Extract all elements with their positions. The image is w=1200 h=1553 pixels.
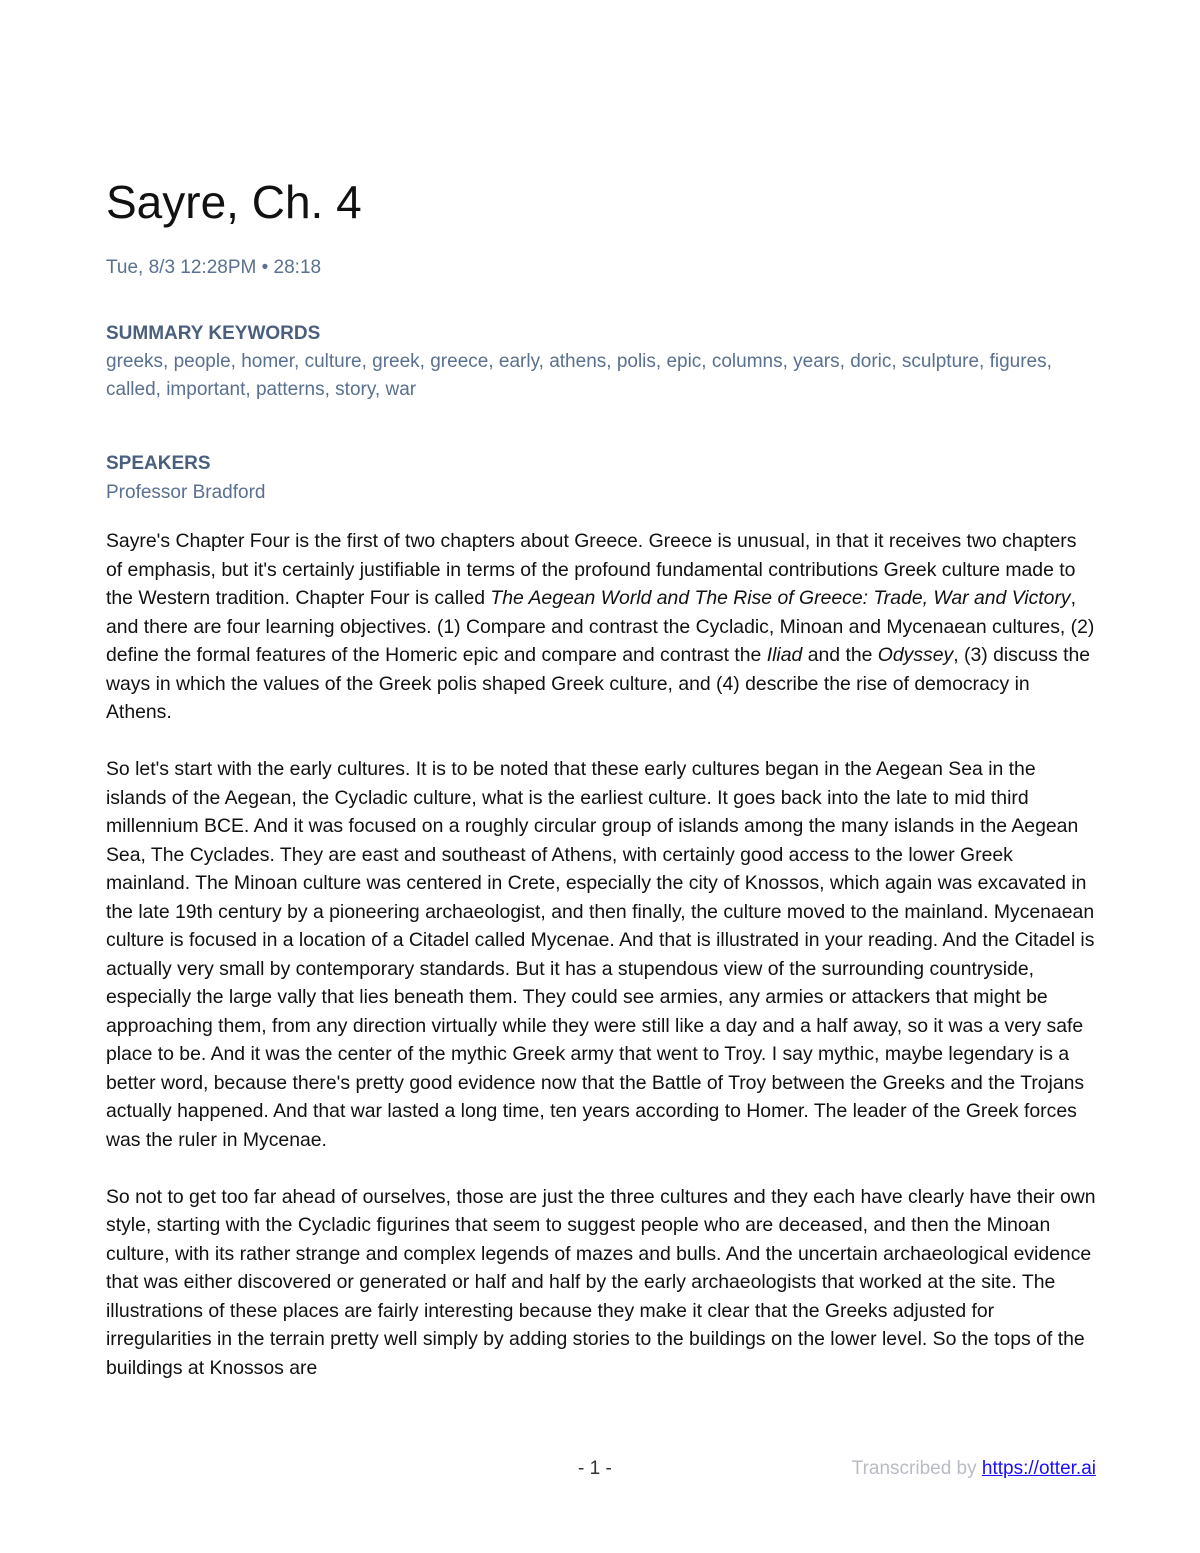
transcript-paragraph-3: So not to get too far ahead of ourselves, those are just the three cultures and they each have clearly have their own style, starting with the Cycladic figurines that seem to suggest people who are deceased, and then the Minoan culture, with its rather strange and complex legends of mazes and bulls. And the uncertain archaeological evidence that was either discovered or generated or half and half by the early archaeologists that worked at the site. The illustrations of these places are fairly interesting because they make it clear that the Greeks adjusted for irregularities in the terrain pretty well simply by adding stories to the buildings on the lower level. So the tops of the buildings at Knossos are — [106, 1185, 1096, 1379]
iliad-italic: Iliad — [766, 644, 803, 666]
speakers-label: SPEAKERS — [106, 453, 211, 474]
page-title: Sayre, Ch. 4 — [106, 176, 362, 228]
transcript-body — [106, 527, 1096, 1411]
summary-keywords-list: greeks, people, homer, culture, greek, greece, early, athens, polis, epic, columns, years, doric, sculpture, figures, called, important, patterns, story, war — [106, 351, 1052, 400]
page-number: - 1 - — [578, 1458, 612, 1479]
otter-link[interactable]: https://otter.ai — [981, 1458, 1096, 1479]
paragraph-1-text-d: , (3) discuss the ways in which the values of the Greek polis shaped Greek culture, and (4) describe the rise of democracy in Athens. — [106, 644, 1091, 723]
page-footer — [0, 1458, 1200, 1488]
transcript-paragraph-1 — [106, 527, 1096, 727]
recording-meta: Tue, 8/3 12:28PM • 28:18 — [106, 257, 322, 278]
paragraph-1-text-a: Sayre's Chapter Four is the first of two chapters about Greece. Greece is unusual, in that it receives two chapters of emphasis, but it's certainly justifiable in terms of the profound fundamental contributions Greek culture made to the Western tradition. Chapter Four is called — [106, 530, 1077, 609]
speaker-name: Professor Bradford — [106, 482, 266, 503]
transcribed-by-label: Transcribed by — [851, 1458, 982, 1479]
speakers-section — [106, 450, 1096, 508]
odyssey-italic: Odyssey — [877, 644, 954, 666]
summary-keywords-label: SUMMARY KEYWORDS — [106, 323, 321, 344]
paragraph-1-text-b: , and there are four learning objectives. (1) Compare and contrast the Cycladic, Minoan and Mycenaean cultures, (2) define the formal features of the Homeric epic and compare and contrast the — [106, 587, 1095, 666]
chapter-title-italic: The Aegean World and The Rise of Greece: Trade, War and Victory — [490, 587, 1071, 609]
summary-keywords-section — [106, 320, 1096, 404]
transcription-credit — [852, 1458, 1096, 1480]
paragraph-1-text-c: and the — [802, 644, 878, 666]
transcript-paragraph-2: So let's start with the early cultures. It is to be noted that these early cultures began in the Aegean Sea in the islands of the Aegean, the Cycladic culture, what is the earliest culture. It goes back into the late to mid third millennium BCE. And it was focused on a roughly circular group of islands among the many islands in the Aegean Sea, The Cyclades. They are east and southeast of Athens, with certainly good access to the lower Greek mainland. The Minoan culture was centered in Crete, especially the city of Knossos, which again was excavated in the late 19th century by a pioneering archaeologist, and then finally, the culture moved to the mainland. Mycenaean culture is focused in a location of a Citadel called Mycenae. And that is illustrated in your reading. And the Citadel is actually very small by contemporary standards. But it has a stupendous view of the surrounding countryside, especially the large vally that lies beneath them. They could see armies, any armies or attackers that might be approaching them, from any direction virtually while they were still like a day and a half away, so it was a very safe place to be. And it was the center of the mythic Greek army that went to Troy. I say mythic, maybe legendary is a better word, because there's pretty good evidence now that the Battle of Troy between the Greeks and the Trojans actually happened. And that war lasted a long time, ten years according to Homer. The leader of the Greek forces was the ruler in Mycenae. — [106, 758, 1095, 1151]
